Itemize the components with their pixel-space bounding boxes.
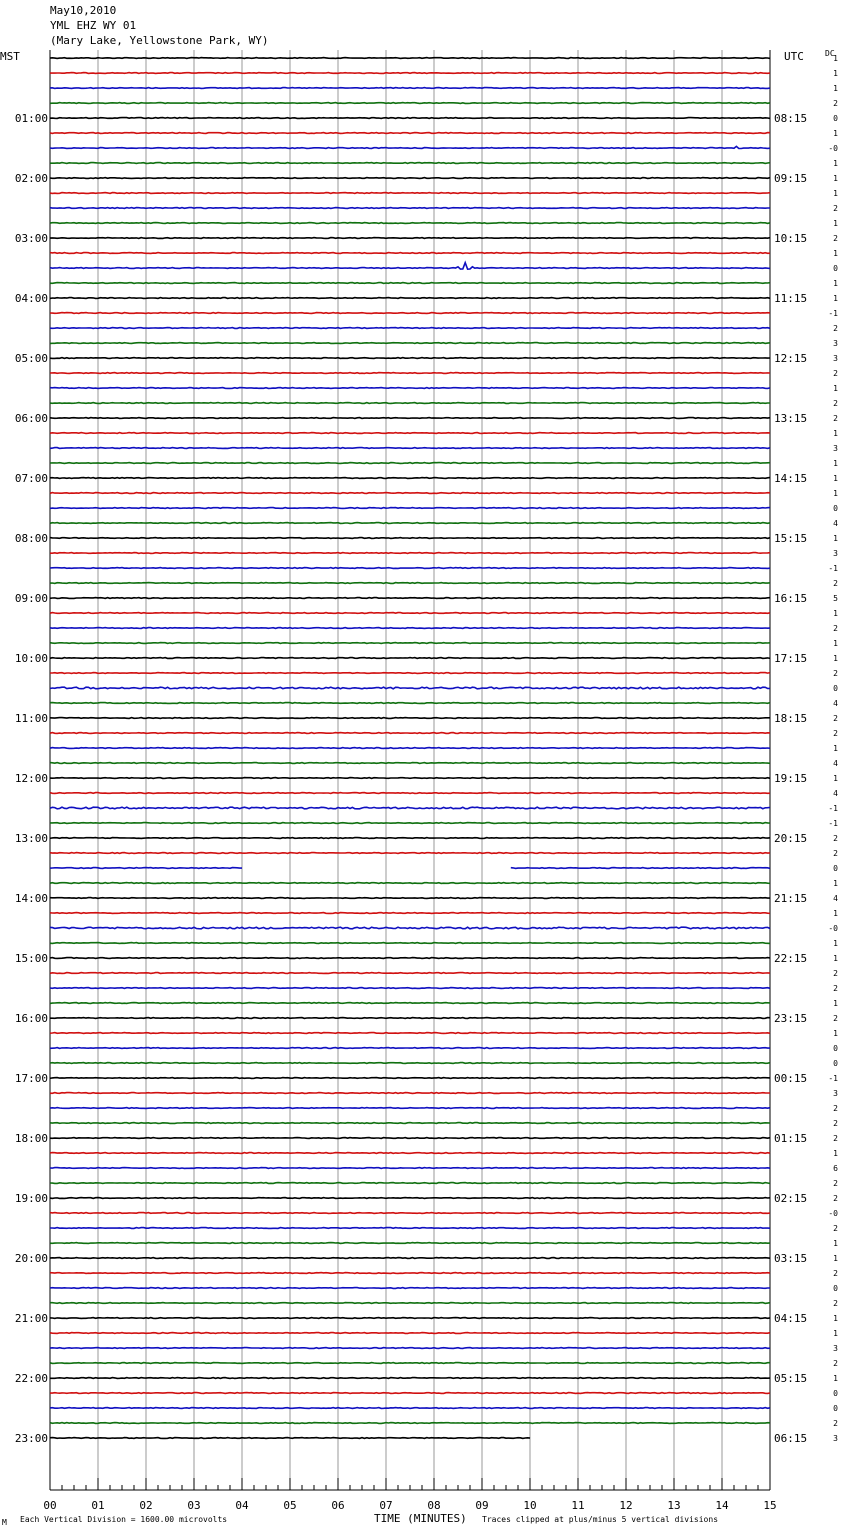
left-hour-label: 10:00 <box>14 652 48 665</box>
dc-offset-label: 1 <box>833 294 838 303</box>
dc-offset-label: 3 <box>833 1089 838 1098</box>
x-tick-label: 06 <box>331 1499 345 1512</box>
left-hour-label: 17:00 <box>14 1072 48 1085</box>
trace-line <box>50 373 770 374</box>
right-hour-label: 13:15 <box>774 412 808 425</box>
trace-line <box>50 118 770 119</box>
trace-line <box>50 883 770 884</box>
dc-offset-label: 0 <box>833 1059 838 1068</box>
trace-line <box>50 1033 770 1034</box>
dc-offset-label: 1 <box>833 639 838 648</box>
right-hour-label: 01:15 <box>774 1132 808 1145</box>
dc-offset-label: 2 <box>833 984 838 993</box>
left-hour-label: 21:00 <box>14 1312 48 1325</box>
dc-offset-label: 1 <box>833 654 838 663</box>
dc-offset-label: 2 <box>833 234 838 243</box>
dc-offset-label: 2 <box>833 414 838 423</box>
clip-note: Traces clipped at plus/minus 5 vertical divisions <box>482 1515 719 1524</box>
right-hour-label: 09:15 <box>774 172 808 185</box>
trace-line <box>50 1258 770 1259</box>
trace-line <box>50 88 770 89</box>
dc-offset-label: -1 <box>828 309 838 318</box>
trace-line <box>50 263 770 270</box>
trace-line <box>50 823 770 824</box>
dc-offset-label: 2 <box>833 1419 838 1428</box>
trace-line <box>50 807 770 809</box>
dc-offset-label: 2 <box>833 1134 838 1143</box>
right-hour-label: 10:15 <box>774 232 808 245</box>
trace-line <box>50 1153 770 1154</box>
dc-offset-label: 2 <box>833 714 838 723</box>
trace-line <box>50 103 770 104</box>
trace-line <box>50 1078 770 1079</box>
dc-offset-label: 2 <box>833 669 838 678</box>
dc-offset-label: 1 <box>833 999 838 1008</box>
x-tick-label: 11 <box>571 1499 585 1512</box>
dc-offset-label: 3 <box>833 354 838 363</box>
dc-offset-label: 2 <box>833 1119 838 1128</box>
trace-line <box>50 1138 770 1139</box>
x-tick-label: 01 <box>91 1499 105 1512</box>
trace-line <box>50 1108 770 1109</box>
dc-offset-label: 1 <box>833 1254 838 1263</box>
dc-offset-label: 3 <box>833 339 838 348</box>
trace-line <box>50 313 770 314</box>
dc-offset-label: 1 <box>833 249 838 258</box>
trace-line <box>50 1228 770 1229</box>
trace-line <box>50 913 770 914</box>
dc-offset-label: 2 <box>833 204 838 213</box>
trace-line <box>50 403 770 404</box>
dc-offset-label: 1 <box>833 159 838 168</box>
trace-line <box>50 583 770 584</box>
trace-line <box>50 238 770 239</box>
trace-line <box>50 988 770 989</box>
trace-line <box>50 328 770 329</box>
dc-offset-label: 2 <box>833 624 838 633</box>
trace-line <box>50 643 770 644</box>
dc-offset-label: 4 <box>833 759 838 768</box>
dc-offset-label: 1 <box>833 279 838 288</box>
dc-offset-label: 1 <box>833 1329 838 1338</box>
trace-line <box>50 1288 770 1289</box>
trace-line <box>50 73 770 74</box>
dc-offset-label: -0 <box>828 1209 838 1218</box>
x-tick-label: 10 <box>523 1499 537 1512</box>
dc-offset-label: 1 <box>833 534 838 543</box>
trace-line <box>50 523 770 524</box>
dc-offset-label: 2 <box>833 324 838 333</box>
dc-offset-label: 1 <box>833 1239 838 1248</box>
left-hour-label: 19:00 <box>14 1192 48 1205</box>
dc-offset-label: 0 <box>833 504 838 513</box>
trace-line <box>50 658 770 659</box>
trace-line <box>50 133 770 134</box>
dc-offset-label: 2 <box>833 1194 838 1203</box>
trace-line <box>50 778 770 779</box>
trace-line <box>50 733 770 734</box>
x-tick-label: 02 <box>139 1499 153 1512</box>
trace-line <box>50 1423 770 1424</box>
x-tick-label: 03 <box>187 1499 201 1512</box>
dc-offset-label: -1 <box>828 1074 838 1083</box>
dc-offset-label: 0 <box>833 864 838 873</box>
right-hour-label: 00:15 <box>774 1072 808 1085</box>
trace-line <box>50 358 770 359</box>
trace-line <box>50 748 770 749</box>
right-hour-label: 11:15 <box>774 292 808 305</box>
trace-line <box>50 298 770 299</box>
right-hour-label: 04:15 <box>774 1312 808 1325</box>
dc-offset-label: 1 <box>833 879 838 888</box>
dc-offset-label: 1 <box>833 69 838 78</box>
x-axis-label: TIME (MINUTES) <box>374 1512 467 1525</box>
trace-line <box>50 868 770 869</box>
dc-offset-label: 5 <box>833 594 838 603</box>
left-hour-label: 11:00 <box>14 712 48 725</box>
trace-line <box>50 1303 770 1304</box>
trace-line <box>50 687 770 689</box>
trace-line <box>50 1348 770 1349</box>
right-hour-label: 18:15 <box>774 712 808 725</box>
dc-offset-label: 1 <box>833 54 838 63</box>
trace-line <box>50 1093 770 1094</box>
left-hour-label: 04:00 <box>14 292 48 305</box>
trace-line <box>50 838 770 839</box>
dc-offset-label: 1 <box>833 84 838 93</box>
dc-offset-label: 2 <box>833 99 838 108</box>
trace-line <box>50 1333 770 1334</box>
trace-line <box>50 58 770 59</box>
trace-line <box>50 538 770 539</box>
dc-offset-label: 1 <box>833 489 838 498</box>
dc-offset-label: 1 <box>833 774 838 783</box>
trace-line <box>50 1183 770 1184</box>
trace-line <box>50 1063 770 1064</box>
left-hour-label: 07:00 <box>14 472 48 485</box>
trace-line <box>50 1198 770 1199</box>
trace-line <box>50 343 770 344</box>
dc-offset-label: -0 <box>828 144 838 153</box>
dc-offset-label: 3 <box>833 549 838 558</box>
dc-offset-label: 2 <box>833 849 838 858</box>
trace-line <box>50 283 770 284</box>
trace-line <box>50 1438 530 1439</box>
trace-line <box>50 898 770 899</box>
x-tick-label: 00 <box>43 1499 57 1512</box>
chart-station: YML EHZ WY 01 <box>50 19 137 32</box>
trace-line <box>50 628 770 629</box>
dc-offset-label: 1 <box>833 1374 838 1383</box>
dc-offset-label: 4 <box>833 894 838 903</box>
dc-offset-label: 4 <box>833 699 838 708</box>
dc-offset-label: 0 <box>833 1404 838 1413</box>
dc-column-label: DC <box>825 49 835 58</box>
x-tick-label: 13 <box>667 1499 681 1512</box>
dc-offset-label: 2 <box>833 1359 838 1368</box>
dc-offset-label: 1 <box>833 189 838 198</box>
dc-offset-label: 4 <box>833 519 838 528</box>
right-hour-label: 03:15 <box>774 1252 808 1265</box>
x-tick-label: 14 <box>715 1499 729 1512</box>
right-hour-label: 14:15 <box>774 472 808 485</box>
left-hour-label: 15:00 <box>14 952 48 965</box>
trace-line <box>50 763 770 764</box>
dc-offset-label: 2 <box>833 1299 838 1308</box>
left-hour-label: 22:00 <box>14 1372 48 1385</box>
dc-offset-label: 2 <box>833 399 838 408</box>
dc-offset-label: 3 <box>833 1434 838 1443</box>
left-hour-label: 23:00 <box>14 1432 48 1445</box>
trace-line <box>50 718 770 719</box>
corner-mark: M <box>2 1518 7 1527</box>
dc-offset-label: -0 <box>828 924 838 933</box>
dc-offset-label: 1 <box>833 474 838 483</box>
right-hour-label: 23:15 <box>774 1012 808 1025</box>
right-hour-label: 15:15 <box>774 532 808 545</box>
trace-line <box>50 1048 770 1049</box>
trace-line <box>50 553 770 554</box>
right-hour-label: 08:15 <box>774 112 808 125</box>
trace-line <box>50 1168 770 1169</box>
dc-offset-label: 2 <box>833 969 838 978</box>
trace-line <box>50 1363 770 1364</box>
left-hour-label: 09:00 <box>14 592 48 605</box>
dc-offset-label: 1 <box>833 744 838 753</box>
dc-offset-label: 3 <box>833 1344 838 1353</box>
dc-offset-label: 0 <box>833 114 838 123</box>
dc-offset-label: 1 <box>833 219 838 228</box>
trace-line <box>50 1213 770 1214</box>
trace-line <box>50 613 770 614</box>
dc-offset-label: 1 <box>833 459 838 468</box>
trace-line <box>50 1003 770 1004</box>
trace-line <box>50 163 770 164</box>
trace-line <box>50 388 770 389</box>
x-tick-label: 12 <box>619 1499 633 1512</box>
scale-note: Each Vertical Division = 1600.00 microvolts <box>20 1515 228 1524</box>
dc-offset-label: 1 <box>833 1029 838 1038</box>
trace-line <box>50 478 770 479</box>
dc-offset-label: 6 <box>833 1164 838 1173</box>
trace-line <box>50 508 770 509</box>
left-hour-label: 12:00 <box>14 772 48 785</box>
x-tick-label: 08 <box>427 1499 441 1512</box>
right-hour-label: 16:15 <box>774 592 808 605</box>
trace-line <box>50 1378 770 1379</box>
trace-line <box>50 927 770 929</box>
trace-line <box>50 598 770 599</box>
chart-location: (Mary Lake, Yellowstone Park, WY) <box>50 34 269 47</box>
dc-offset-label: 1 <box>833 129 838 138</box>
dc-offset-label: 2 <box>833 1104 838 1113</box>
trace-line <box>50 418 770 419</box>
right-hour-label: 06:15 <box>774 1432 808 1445</box>
trace-line <box>50 493 770 494</box>
dc-offset-label: 0 <box>833 264 838 273</box>
dc-offset-label: 2 <box>833 729 838 738</box>
left-hour-label: 05:00 <box>14 352 48 365</box>
dc-offset-label: -1 <box>828 819 838 828</box>
trace-line <box>50 253 770 254</box>
left-hour-label: 18:00 <box>14 1132 48 1145</box>
dc-offset-label: 1 <box>833 1314 838 1323</box>
x-tick-label: 15 <box>763 1499 777 1512</box>
dc-offset-label: -1 <box>828 564 838 573</box>
dc-offset-label: 0 <box>833 1044 838 1053</box>
dc-offset-label: 1 <box>833 174 838 183</box>
x-tick-label: 09 <box>475 1499 489 1512</box>
trace-line <box>50 433 770 434</box>
left-hour-label: 14:00 <box>14 892 48 905</box>
trace-line <box>50 178 770 179</box>
left-hour-label: 03:00 <box>14 232 48 245</box>
chart-date: May10,2010 <box>50 4 117 17</box>
trace-line <box>50 146 770 148</box>
trace-line <box>50 1318 770 1319</box>
dc-offset-label: 1 <box>833 954 838 963</box>
trace-line <box>50 703 770 704</box>
right-hour-label: 21:15 <box>774 892 808 905</box>
right-hour-label: 22:15 <box>774 952 808 965</box>
left-hour-label: 02:00 <box>14 172 48 185</box>
dc-offset-label: 0 <box>833 1389 838 1398</box>
dc-offset-label: 2 <box>833 1269 838 1278</box>
left-hour-label: 08:00 <box>14 532 48 545</box>
dc-offset-label: -1 <box>828 804 838 813</box>
dc-offset-label: 3 <box>833 444 838 453</box>
dc-offset-label: 2 <box>833 1179 838 1188</box>
right-hour-label: 12:15 <box>774 352 808 365</box>
trace-line <box>50 853 770 854</box>
right-hour-label: 20:15 <box>774 832 808 845</box>
dc-offset-label: 1 <box>833 1149 838 1158</box>
dc-offset-label: 2 <box>833 1224 838 1233</box>
dc-offset-label: 2 <box>833 1014 838 1023</box>
right-hour-label: 02:15 <box>774 1192 808 1205</box>
dc-offset-label: 2 <box>833 369 838 378</box>
trace-line <box>50 958 770 959</box>
dc-offset-label: 1 <box>833 384 838 393</box>
left-timezone-label: MST <box>0 50 20 63</box>
dc-offset-label: 1 <box>833 429 838 438</box>
trace-line <box>50 463 770 464</box>
dc-offset-label: 1 <box>833 609 838 618</box>
left-hour-label: 06:00 <box>14 412 48 425</box>
trace-line <box>50 1393 770 1394</box>
trace-line <box>50 1273 770 1274</box>
trace-line <box>50 1243 770 1244</box>
trace-line <box>50 223 770 224</box>
trace-line <box>50 943 770 944</box>
trace-line <box>50 793 770 794</box>
dc-offset-label: 0 <box>833 684 838 693</box>
left-hour-label: 13:00 <box>14 832 48 845</box>
x-tick-label: 05 <box>283 1499 297 1512</box>
left-hour-label: 01:00 <box>14 112 48 125</box>
trace-line <box>50 568 770 569</box>
right-hour-label: 05:15 <box>774 1372 808 1385</box>
dc-offset-label: 4 <box>833 789 838 798</box>
dc-offset-label: 1 <box>833 939 838 948</box>
trace-line <box>50 448 770 449</box>
trace-line <box>50 208 770 209</box>
x-tick-label: 07 <box>379 1499 393 1512</box>
trace-line <box>50 1123 770 1124</box>
trace-line <box>50 673 770 674</box>
right-hour-label: 17:15 <box>774 652 808 665</box>
dc-offset-label: 0 <box>833 1284 838 1293</box>
dc-offset-label: 2 <box>833 834 838 843</box>
trace-line <box>50 973 770 974</box>
dc-offset-label: 1 <box>833 909 838 918</box>
left-hour-label: 20:00 <box>14 1252 48 1265</box>
right-hour-label: 19:15 <box>774 772 808 785</box>
dc-offset-label: 2 <box>833 579 838 588</box>
trace-line <box>50 1018 770 1019</box>
x-tick-label: 04 <box>235 1499 249 1512</box>
right-timezone-label: UTC <box>784 50 804 63</box>
trace-line <box>50 1408 770 1409</box>
left-hour-label: 16:00 <box>14 1012 48 1025</box>
trace-line <box>50 193 770 194</box>
